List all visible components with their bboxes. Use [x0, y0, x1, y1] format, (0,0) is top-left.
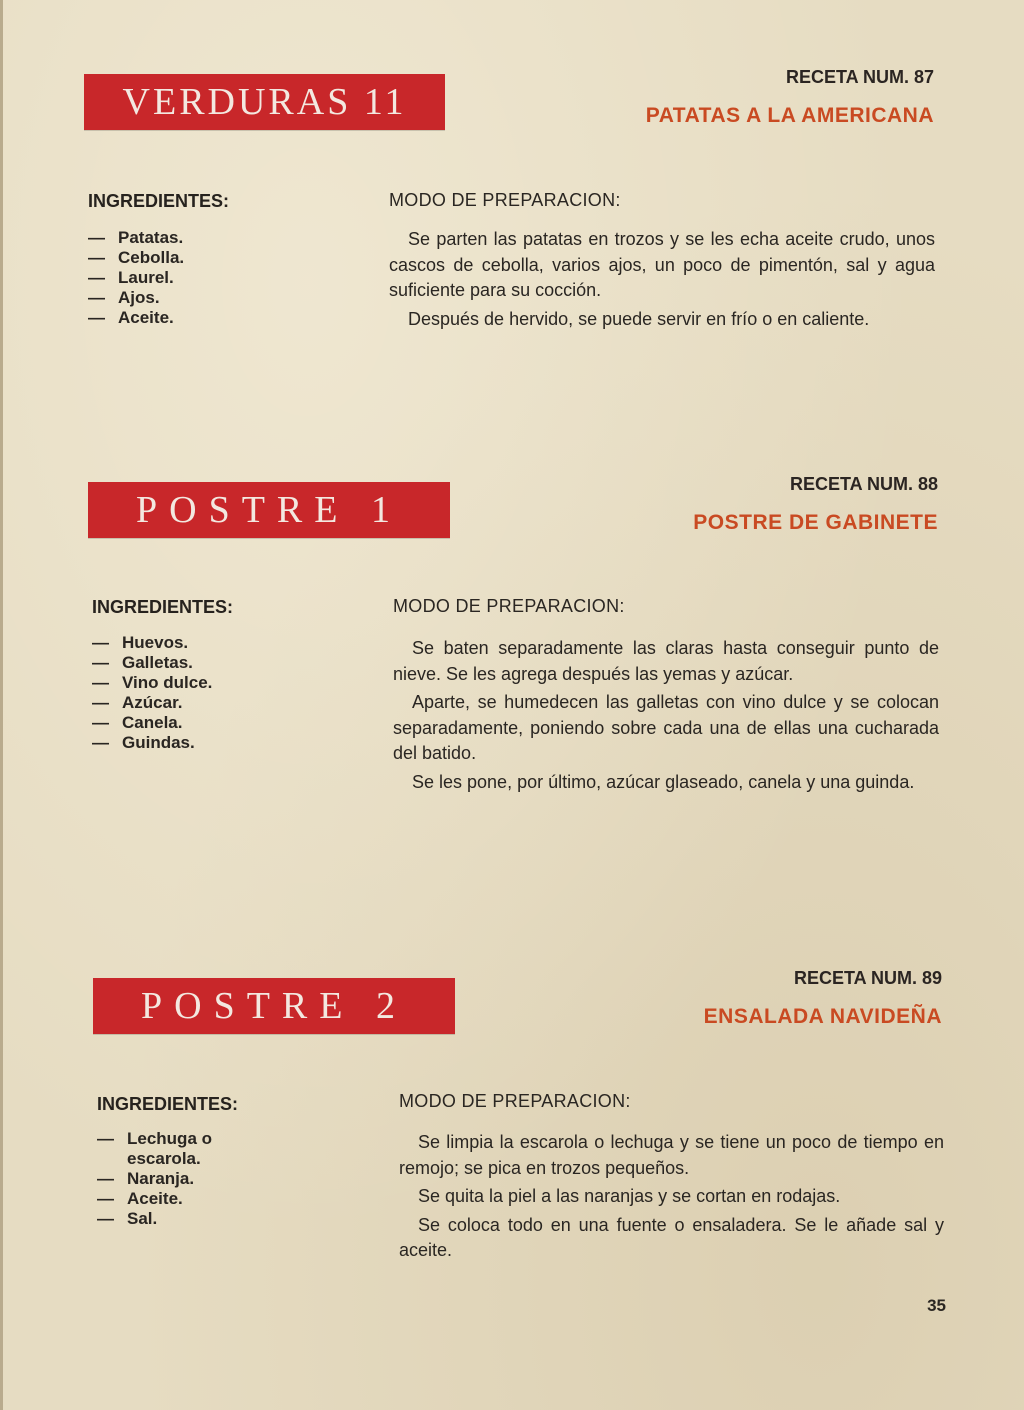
ingredient-item: — Canela.	[92, 713, 183, 732]
ingredient-item: — Cebolla.	[88, 248, 185, 267]
page-number: 35	[927, 1296, 946, 1315]
ingredient-item: — Lechuga o escarola.	[97, 1129, 213, 1168]
method-text	[389, 227, 935, 335]
section-banner	[88, 482, 450, 538]
method-heading: MODO DE PREPARACION:	[393, 596, 625, 616]
method-paragraph: Se coloca todo en una fuente o ensaladera. Se le añade sal y aceite.	[399, 1214, 944, 1260]
method-heading: MODO DE PREPARACION:	[389, 190, 621, 210]
ingredient-item: — Huevos.	[92, 633, 189, 652]
method-heading: MODO DE PREPARACION:	[399, 1091, 631, 1111]
recipe-title: ENSALADA NAVIDEÑA	[703, 1005, 942, 1028]
ingredients-heading: INGREDIENTES:	[92, 597, 234, 617]
recipe-title: PATATAS A LA AMERICANA	[645, 104, 934, 127]
method-paragraph: Se parten las patatas en trozos y se les echa aceite crudo, unos cascos de cebolla, varios ajos, un poco de pimentón, sal y agua suficiente para su cocción.	[389, 229, 935, 300]
ingredients-list	[92, 633, 332, 753]
section-banner-text: VERDURAS 11	[122, 81, 407, 123]
recipe-number: RECETA NUM. 87	[785, 67, 934, 87]
ingredients-heading: INGREDIENTES:	[88, 191, 230, 211]
ingredient-item: — Aceite.	[97, 1189, 183, 1208]
ingredient-item: — Ajos.	[88, 288, 160, 307]
section-banner	[84, 74, 445, 130]
ingredient-item: — Azúcar.	[92, 693, 183, 712]
method-text	[393, 636, 939, 798]
method-text	[399, 1130, 944, 1267]
ingredients-list	[97, 1129, 242, 1229]
method-paragraph: Se baten separadamente las claras hasta conseguir punto de nieve. Se les agrega después las yemas y azúcar.	[393, 638, 939, 684]
recipe-title: POSTRE DE GABINETE	[693, 511, 938, 534]
ingredient-item: — Galletas.	[92, 653, 193, 672]
ingredient-item: — Patatas.	[88, 228, 184, 247]
ingredient-item: — Naranja.	[97, 1169, 195, 1188]
method-paragraph: Se les pone, por último, azúcar glaseado, canela y una guinda.	[412, 771, 915, 792]
method-paragraph: Aparte, se humedecen las galletas con vino dulce y se colocan separadamente, poniendo sobre cada una de ellas una cucharada del batido.	[393, 692, 939, 763]
ingredient-item: — Guindas.	[92, 733, 195, 752]
ingredient-item: — Sal.	[97, 1209, 158, 1228]
ingredients-list	[88, 228, 328, 328]
recipe-number: RECETA NUM. 89	[793, 968, 942, 988]
ingredient-item: — Laurel.	[88, 268, 174, 287]
section-banner-text: POSTRE 1	[136, 489, 402, 531]
section-banner	[93, 978, 455, 1034]
section-banner-text: POSTRE 2	[141, 985, 407, 1027]
ingredient-item: — Vino dulce.	[92, 673, 213, 692]
method-paragraph: Después de hervido, se puede servir en frío o en caliente.	[408, 308, 870, 329]
recipe-number: RECETA NUM. 88	[789, 474, 938, 494]
ingredients-heading: INGREDIENTES:	[97, 1094, 239, 1114]
ingredient-item: — Aceite.	[88, 308, 174, 327]
method-paragraph: Se quita la piel a las naranjas y se cortan en rodajas.	[418, 1186, 841, 1206]
page-edge	[0, 0, 3, 1410]
method-paragraph: Se limpia la escarola o lechuga y se tiene un poco de tiempo en remojo; se pica en trozos pequeños.	[399, 1132, 944, 1178]
